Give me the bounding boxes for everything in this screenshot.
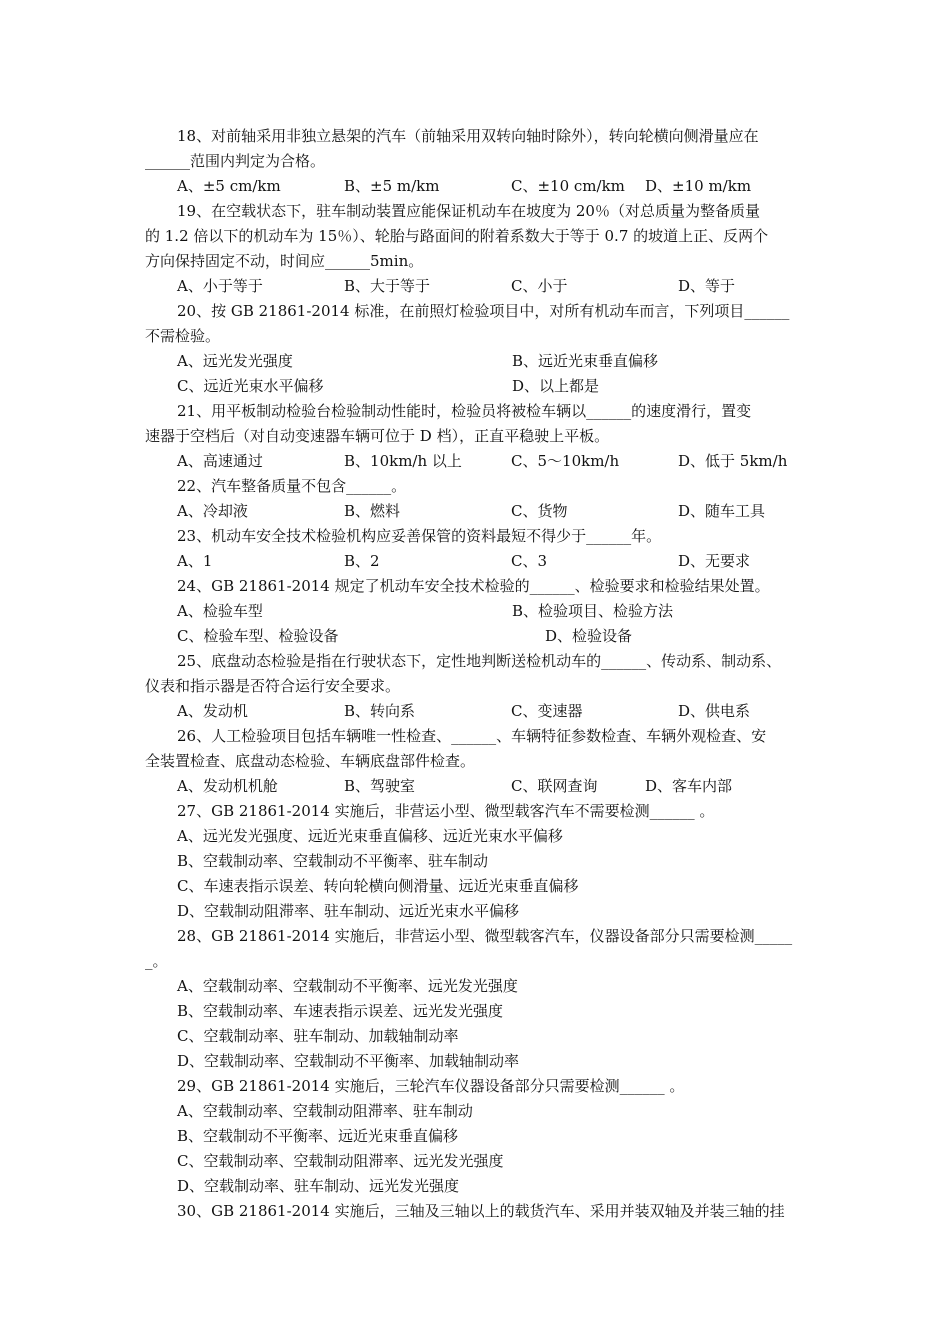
options-row [145, 274, 815, 299]
option-c: C、联网查询 [511, 777, 598, 795]
question-text: 24、GB 21861-2014 规定了机动车安全技术检验的______、检验要求和检验结果处置。 [177, 577, 770, 595]
question-text: 30、GB 21861-2014 实施后，三轴及三轴以上的载货汽车、采用并装双轴及并装三轴的挂 [177, 1202, 785, 1220]
option-d: D、无要求 [678, 552, 751, 570]
option-b: B、空载制动不平衡率、远近光束垂直偏移 [177, 1127, 459, 1145]
option-b: B、±5 m/km [344, 177, 440, 195]
question-text: 速器于空档后（对自动变速器车辆可位于 D 档），正直平稳驶上平板。 [145, 427, 610, 445]
question-text: 22、汽车整备质量不包含______。 [177, 477, 407, 495]
option-c: C、货物 [511, 502, 568, 520]
question-28 [145, 924, 815, 1074]
question-text: 20、按 GB 21861-2014 标准，在前照灯检验项目中，对所有机动车而言，下列项目______ [177, 302, 790, 320]
option-a: A、冷却液 [177, 502, 248, 520]
option-c: C、检验车型、检验设备 [177, 627, 339, 645]
option-b: B、驾驶室 [344, 777, 416, 795]
question-18 [145, 124, 815, 199]
option-a: A、发动机 [177, 702, 248, 720]
option-c: C、空载制动率、空载制动阻滞率、远光发光强度 [177, 1152, 504, 1170]
question-text: 28、GB 21861-2014 实施后，非营运小型、微型载客汽车，仪器设备部分只需要检测_____ [177, 927, 793, 945]
options-row [145, 174, 815, 199]
question-text: 方向保持固定不动，时间应______5min。 [145, 252, 424, 270]
question-26 [145, 724, 815, 799]
options-row [145, 374, 815, 399]
question-text: 仪表和指示器是否符合运行安全要求。 [145, 677, 401, 695]
question-21 [145, 399, 815, 474]
question-text: 23、机动车安全技术检验机构应妥善保管的资料最短不得少于______年。 [177, 527, 662, 545]
question-text: ______范围内判定为合格。 [145, 152, 326, 170]
option-a: A、发动机机舱 [177, 777, 278, 795]
option-d: D、±10 m/km [645, 177, 752, 195]
option-c: C、远近光束水平偏移 [177, 377, 324, 395]
question-text: 25、底盘动态检验是指在行驶状态下，定性地判断送检机动车的______、传动系、制动系、 [177, 652, 782, 670]
options-row [145, 774, 815, 799]
question-20 [145, 299, 815, 399]
option-d: D、空载制动率、驻车制动、远光发光强度 [177, 1177, 460, 1195]
option-c: C、小于 [511, 277, 568, 295]
option-a: A、远光发光强度、远近光束垂直偏移、远近光束水平偏移 [177, 827, 563, 845]
question-23 [145, 524, 815, 574]
options-row [145, 549, 815, 574]
question-25 [145, 649, 815, 724]
options-row [145, 499, 815, 524]
option-c: C、±10 cm/km [511, 177, 625, 195]
question-list [145, 124, 815, 1224]
option-a: A、空载制动率、空载制动不平衡率、远光发光强度 [177, 977, 518, 995]
question-text: 不需检验。 [145, 327, 221, 345]
option-a: A、小于等于 [177, 277, 263, 295]
option-b: B、2 [344, 552, 380, 570]
option-b: B、10km/h 以上 [344, 452, 462, 470]
option-b: B、远近光束垂直偏移 [512, 352, 659, 370]
question-text: 27、GB 21861-2014 实施后，非营运小型、微型载客汽车不需要检测______ 。 [177, 802, 715, 820]
options-row [145, 599, 815, 624]
option-a: A、远光发光强度 [177, 352, 293, 370]
question-29 [145, 1074, 815, 1199]
question-text: 全装置检查、底盘动态检验、车辆底盘部件检查。 [145, 752, 476, 770]
question-text: 29、GB 21861-2014 实施后，三轮汽车仪器设备部分只需要检测______ 。 [177, 1077, 685, 1095]
options-row [145, 699, 815, 724]
question-30 [145, 1199, 815, 1224]
question-text: 19、在空载状态下，驻车制动装置应能保证机动车在坡度为 20％（对总质量为整备质量 [177, 202, 760, 220]
question-text: 26、人工检验项目包括车辆唯一性检查、______、车辆特征参数检查、车辆外观检查、安 [177, 727, 767, 745]
option-d: D、随车工具 [678, 502, 766, 520]
option-c: C、车速表指示误差、转向轮横向侧滑量、远近光束垂直偏移 [177, 877, 579, 895]
options-row [145, 624, 815, 649]
options-row [145, 349, 815, 374]
option-a: A、1 [177, 552, 213, 570]
question-text: 18、对前轴采用非独立悬架的汽车（前轴采用双转向轴时除外），转向轮横向侧滑量应在 [177, 127, 759, 145]
option-c: C、变速器 [511, 702, 583, 720]
options-row [145, 449, 815, 474]
option-c: C、空载制动率、驻车制动、加载轴制动率 [177, 1027, 459, 1045]
option-d: D、空载制动率、空载制动不平衡率、加载轴制动率 [177, 1052, 520, 1070]
question-24 [145, 574, 815, 649]
option-d: D、空载制动阻滞率、驻车制动、远近光束水平偏移 [177, 902, 520, 920]
option-b: B、大于等于 [344, 277, 431, 295]
option-b: B、检验项目、检验方法 [512, 602, 674, 620]
option-a: A、高速通过 [177, 452, 263, 470]
option-d: D、客车内部 [645, 777, 733, 795]
question-text: 21、用平板制动检验台检验制动性能时，检验员将被检车辆以______的速度滑行，置变 [177, 402, 752, 420]
option-b: B、空载制动率、空载制动不平衡率、驻车制动 [177, 852, 489, 870]
question-27 [145, 799, 815, 924]
question-22 [145, 474, 815, 524]
option-a: A、检验车型 [177, 602, 263, 620]
option-c: C、5～10km/h [511, 452, 620, 470]
option-d: D、低于 5km/h [678, 452, 788, 470]
question-text: 的 1.2 倍以下的机动车为 15％）、轮胎与路面间的附着系数大于等于 0.7 的坡道上正、反两个 [145, 227, 769, 245]
option-d: D、等于 [678, 277, 736, 295]
option-d: D、供电系 [678, 702, 751, 720]
option-a: A、空载制动率、空载制动阻滞率、驻车制动 [177, 1102, 473, 1120]
option-d: D、检验设备 [545, 627, 633, 645]
question-text: _。 [145, 952, 168, 970]
option-d: D、以上都是 [512, 377, 600, 395]
option-b: B、燃料 [344, 502, 401, 520]
question-19 [145, 199, 815, 299]
option-c: C、3 [511, 552, 548, 570]
option-b: B、转向系 [344, 702, 416, 720]
option-a: A、±5 cm/km [177, 177, 281, 195]
option-b: B、空载制动率、车速表指示误差、远光发光强度 [177, 1002, 504, 1020]
